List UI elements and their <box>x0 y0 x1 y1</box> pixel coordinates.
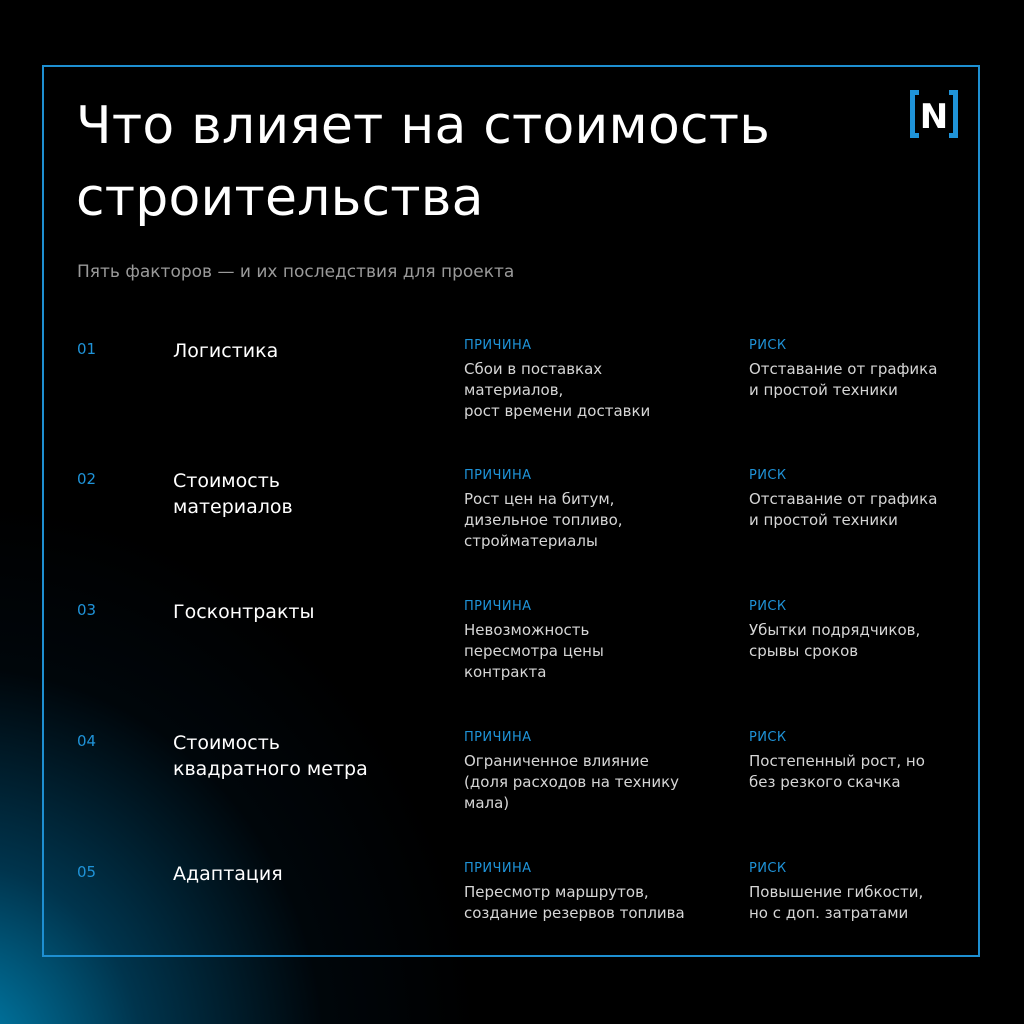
subtitle: Пять факторов — и их последствия для проекта <box>77 262 515 282</box>
factor-number: 02 <box>77 470 97 488</box>
risk-text: Отставание от графика и простой техники <box>749 490 938 529</box>
risk-block <box>749 468 979 531</box>
cause-text: Пересмотр маршрутов, создание резервов топлива <box>464 883 685 922</box>
risk-label: РИСК <box>749 468 787 483</box>
cause-label: ПРИЧИНА <box>464 599 532 614</box>
cause-text: Ограниченное влияние (доля расходов на технику мала) <box>464 752 680 812</box>
cause-label: ПРИЧИНА <box>464 730 532 745</box>
factor-number: 05 <box>77 863 97 881</box>
risk-label: РИСК <box>749 338 787 353</box>
cause-block <box>464 599 734 683</box>
cause-block <box>464 468 734 552</box>
factor-number: 04 <box>77 732 97 750</box>
risk-block <box>749 338 979 401</box>
risk-label: РИСК <box>749 861 787 876</box>
title-line-1: Что влияет на стоимость <box>76 96 771 156</box>
factor-name: Стоимость материалов <box>173 470 293 518</box>
factor-row-01 <box>0 338 1024 448</box>
cause-label: ПРИЧИНА <box>464 861 532 876</box>
risk-text: Отставание от графика и простой техники <box>749 360 938 399</box>
n-logo-icon <box>908 88 960 140</box>
factor-number: 01 <box>77 340 97 358</box>
factor-row-02 <box>0 468 1024 578</box>
factor-name: Стоимость квадратного метра <box>173 732 368 780</box>
title-line-2: строительства <box>76 168 484 228</box>
factor-row-03 <box>0 599 1024 709</box>
risk-label: РИСК <box>749 730 787 745</box>
cause-block <box>464 861 734 924</box>
risk-text: Убытки подрядчиков, срывы сроков <box>749 621 921 660</box>
factor-name: Логистика <box>173 340 279 362</box>
risk-block <box>749 599 979 662</box>
page-title <box>76 90 770 234</box>
cause-block <box>464 338 734 422</box>
risk-block <box>749 861 979 924</box>
cause-label: ПРИЧИНА <box>464 468 532 483</box>
factor-number: 03 <box>77 601 97 619</box>
factor-row-05 <box>0 861 1024 971</box>
cause-label: ПРИЧИНА <box>464 338 532 353</box>
factor-name: Госконтракты <box>173 601 315 623</box>
cause-text: Сбои в поставках материалов, рост времени доставки <box>464 360 651 420</box>
cause-text: Рост цен на битум, дизельное топливо, стройматериалы <box>464 490 623 550</box>
risk-text: Постепенный рост, но без резкого скачка <box>749 752 925 791</box>
risk-text: Повышение гибкости, но с доп. затратами <box>749 883 924 922</box>
risk-label: РИСК <box>749 599 787 614</box>
svg-text:N: N <box>919 97 949 137</box>
cause-block <box>464 730 734 814</box>
factor-name: Адаптация <box>173 863 283 885</box>
factor-row-04 <box>0 730 1024 840</box>
risk-block <box>749 730 979 793</box>
cause-text: Невозможность пересмотра цены контракта <box>464 621 604 681</box>
